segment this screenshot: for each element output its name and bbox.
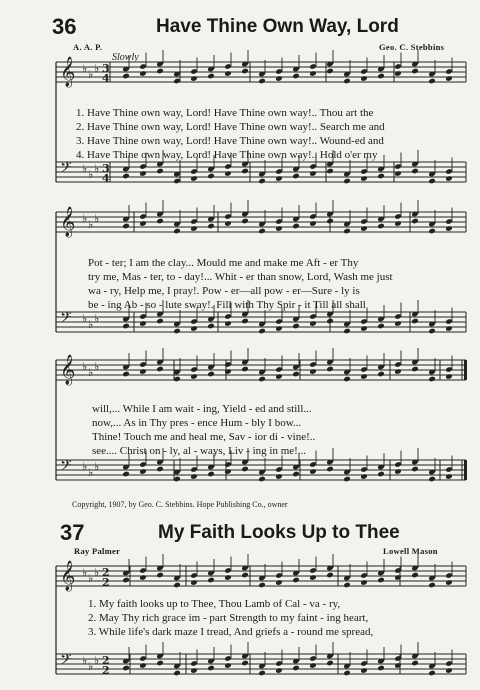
time-signature-numerator: 3 [102,62,110,75]
note-head [190,373,198,380]
note-head [428,328,436,335]
note-head [411,218,419,225]
note-head [156,660,164,667]
flat-sign-icon: ♭ [94,312,100,325]
time-signature-denominator: 2 [102,664,110,677]
note-head [139,662,147,669]
note-head [173,670,181,677]
treble-clef-icon: 𝄞 [60,207,76,237]
note-head [360,325,368,332]
note-head [394,220,402,227]
copyright-notice: Copyright, 1907, by Geo. C. Stebbins. Hope Publishing Co., owner [72,500,288,509]
note-head [377,323,385,330]
bass-clef-icon: 𝄢 [60,159,72,180]
flat-sign-icon: ♭ [88,660,94,673]
note-head [258,582,266,589]
flat-sign-icon: ♭ [94,162,100,175]
note-head [394,368,402,375]
time-signature-denominator: 4 [102,72,110,85]
flat-sign-icon: ♭ [94,460,100,473]
flat-sign-icon: ♭ [82,212,88,225]
note-head [394,170,402,177]
note-head [122,471,130,478]
flat-sign-icon: ♭ [88,318,94,331]
hymn-composer: Geo. C. Stebbins [379,42,445,52]
note-head [292,223,300,230]
note-head [377,223,385,230]
note-head [326,218,334,225]
note-head [190,75,198,82]
note-head [275,473,283,480]
note-head [309,662,317,669]
note-head [258,78,266,85]
flat-sign-icon: ♭ [82,460,88,473]
hymn-number: 37 [60,520,85,545]
treble-clef-icon: 𝄞 [60,561,76,591]
lyric-line: 4. Have Thine own way, Lord! Have Thine own way!.. Hold o'er my [76,149,378,161]
tempo-marking: Slowly [112,52,139,63]
note-head [445,75,453,82]
note-head [275,225,283,232]
note-head [156,168,164,175]
note-head [343,582,351,589]
note-head [275,175,283,182]
note-head [156,318,164,325]
note-head [139,320,147,327]
note-head [139,70,147,77]
note-head [428,376,436,383]
note-head [394,468,402,475]
note-head [445,325,453,332]
note-head [122,223,130,230]
note-head [122,323,130,330]
note-head [190,579,198,586]
note-head [122,371,130,378]
flat-sign-icon: ♭ [94,62,100,75]
note-head [309,170,317,177]
note-head [360,667,368,674]
note-head [445,579,453,586]
time-signature-numerator: 2 [102,566,110,579]
note-head [292,173,300,180]
flat-sign-icon: ♭ [88,168,94,181]
note-head [428,228,436,235]
note-head [309,574,317,581]
note-head [139,170,147,177]
note-head [309,70,317,77]
note-head [343,376,351,383]
note-head [360,473,368,480]
note-head [326,572,334,579]
note-head [326,318,334,325]
note-head [173,582,181,589]
note-head [360,75,368,82]
final-bar-thick [464,360,467,380]
flat-sign-icon: ♭ [82,62,88,75]
note-head [377,471,385,478]
note-head [377,371,385,378]
note-head [207,73,215,80]
note-head [207,577,215,584]
note-head [139,368,147,375]
note-head [173,328,181,335]
note-head [207,665,215,672]
time-signature-denominator: 4 [102,172,110,185]
note-head [275,579,283,586]
lyrics-block-system-1 [76,106,385,162]
lyric-line: 3. While life's dark maze I tread, And griefs a - round me spread, [88,626,374,638]
final-bar-thick [464,460,467,480]
note-head [156,366,164,373]
note-head [445,667,453,674]
flat-sign-icon: ♭ [82,360,88,373]
note-head [428,476,436,483]
bass-clef-icon: 𝄢 [60,457,72,478]
note-head [139,220,147,227]
note-head [377,665,385,672]
note-head [360,373,368,380]
note-head [394,320,402,327]
lyric-line: 2. May Thy rich grace im - part Strength to my faint - ing heart, [88,612,369,624]
note-head [445,373,453,380]
note-head [275,373,283,380]
lyric-line: will,... While I am wait - ing, Yield - ed and still... [92,403,312,415]
flat-sign-icon: ♭ [82,162,88,175]
note-head [292,323,300,330]
note-head [258,228,266,235]
note-head [292,665,300,672]
note-head [326,168,334,175]
note-head [326,366,334,373]
note-head [292,73,300,80]
note-head [394,70,402,77]
bass-clef-icon: 𝄢 [60,651,72,672]
note-head [224,70,232,77]
note-head [309,220,317,227]
note-head [377,173,385,180]
lyrics-block-hymn-37 [88,597,373,639]
note-head [241,68,249,75]
note-head [241,168,249,175]
hymn-title: My Faith Looks Up to Thee [158,522,400,543]
flat-sign-icon: ♭ [88,366,94,379]
note-head [258,476,266,483]
note-head [326,660,334,667]
note-head [139,574,147,581]
note-head [292,577,300,584]
note-head [343,228,351,235]
note-head [360,175,368,182]
flat-sign-icon: ♭ [88,466,94,479]
lyrics-block-system-3 [92,402,315,458]
note-head [241,318,249,325]
note-head [275,325,283,332]
hymn-author: A. A. P. [73,42,103,52]
note-head [207,371,215,378]
hymn-author: Ray Palmer [74,546,121,556]
note-head [428,78,436,85]
note-head [224,574,232,581]
flat-sign-icon: ♭ [88,218,94,231]
note-head [224,320,232,327]
note-head [122,173,130,180]
flat-sign-icon: ♭ [82,566,88,579]
note-head [411,168,419,175]
note-head [411,68,419,75]
note-head [190,225,198,232]
note-head [241,366,249,373]
note-head [326,68,334,75]
note-head [309,368,317,375]
lyric-line: 1. Have Thine own way, Lord! Have Thine own way!.. Thou art the [76,107,374,119]
note-head [224,170,232,177]
note-head [343,78,351,85]
note-head [343,178,351,185]
note-head [122,73,130,80]
note-head [360,579,368,586]
flat-sign-icon: ♭ [94,566,100,579]
note-head [207,323,215,330]
note-head [258,178,266,185]
note-head [241,218,249,225]
note-head [207,173,215,180]
note-head [326,466,334,473]
bass-clef-icon: 𝄢 [60,309,72,330]
note-head [292,471,300,478]
lyric-line: now,... As in Thy pres - ence Hum - bly I bow... [92,417,302,429]
note-head [309,468,317,475]
note-head [428,178,436,185]
flat-sign-icon: ♭ [88,68,94,81]
note-head [241,466,249,473]
note-head [122,577,130,584]
note-head [309,320,317,327]
note-head [360,225,368,232]
hymn-number: 36 [52,14,77,39]
note-head [445,175,453,182]
note-head [224,662,232,669]
flat-sign-icon: ♭ [94,654,100,667]
note-head [139,468,147,475]
note-head [377,73,385,80]
note-head [207,471,215,478]
note-head [190,667,198,674]
note-head [190,325,198,332]
note-head [411,660,419,667]
lyric-line: 2. Have Thine own way, Lord! Have Thine own way!.. Search me and [76,121,385,133]
note-head [275,75,283,82]
note-head [241,572,249,579]
note-head [411,572,419,579]
lyric-line: be - ing Ab - so - lute sway!. Fill with Thy Spir - it Till all shall [88,299,366,311]
note-head [224,368,232,375]
lyric-line: see.... Christ on - ly, al - ways, Liv - ing in me!... [92,445,307,457]
note-head [156,466,164,473]
lyric-line: Pot - ter; I am the clay... Mould me and make me Aft - er Thy [88,257,359,269]
lyrics-block-system-2 [88,256,393,312]
note-head [428,670,436,677]
note-head [292,371,300,378]
note-head [343,476,351,483]
treble-clef-icon: 𝄞 [60,57,76,87]
note-head [173,228,181,235]
lyric-line: 3. Have Thine own way, Lord! Have Thine own way!.. Wound-ed and [76,135,384,147]
note-head [156,218,164,225]
flat-sign-icon: ♭ [82,654,88,667]
note-head [394,662,402,669]
treble-clef-icon: 𝄞 [60,355,76,385]
hymn-title: Have Thine Own Way, Lord [156,16,399,37]
note-head [258,328,266,335]
flat-sign-icon: ♭ [82,312,88,325]
note-head [275,667,283,674]
note-head [258,376,266,383]
note-head [190,175,198,182]
note-head [156,68,164,75]
note-head [156,572,164,579]
time-signature-denominator: 2 [102,576,110,589]
note-head [377,577,385,584]
lyric-line: try me, Mas - ter, to - day!... Whit - er than snow, Lord, Wash me just [88,271,393,283]
note-head [122,665,130,672]
note-head [190,473,198,480]
note-head [445,225,453,232]
note-head [258,670,266,677]
note-head [428,582,436,589]
note-head [411,366,419,373]
flat-sign-icon: ♭ [94,360,100,373]
note-head [224,468,232,475]
lyric-line: Thine! Touch me and heal me, Sav - ior di - vine!.. [92,431,316,443]
note-head [207,223,215,230]
time-signature-numerator: 3 [102,162,110,175]
time-signature-numerator: 2 [102,654,110,667]
note-head [343,670,351,677]
note-head [241,660,249,667]
flat-sign-icon: ♭ [94,212,100,225]
lyric-line: 1. My faith looks up to Thee, Thou Lamb of Cal - va - ry, [88,598,341,610]
flat-sign-icon: ♭ [88,572,94,585]
note-head [394,574,402,581]
note-head [411,466,419,473]
note-head [411,318,419,325]
note-head [343,328,351,335]
note-head [224,220,232,227]
lyric-line: wa - ry, Help me, I pray!. Pow - er—all pow - er—Sure - ly is [88,285,360,297]
hymn-composer: Lowell Mason [383,546,438,556]
note-head [445,473,453,480]
